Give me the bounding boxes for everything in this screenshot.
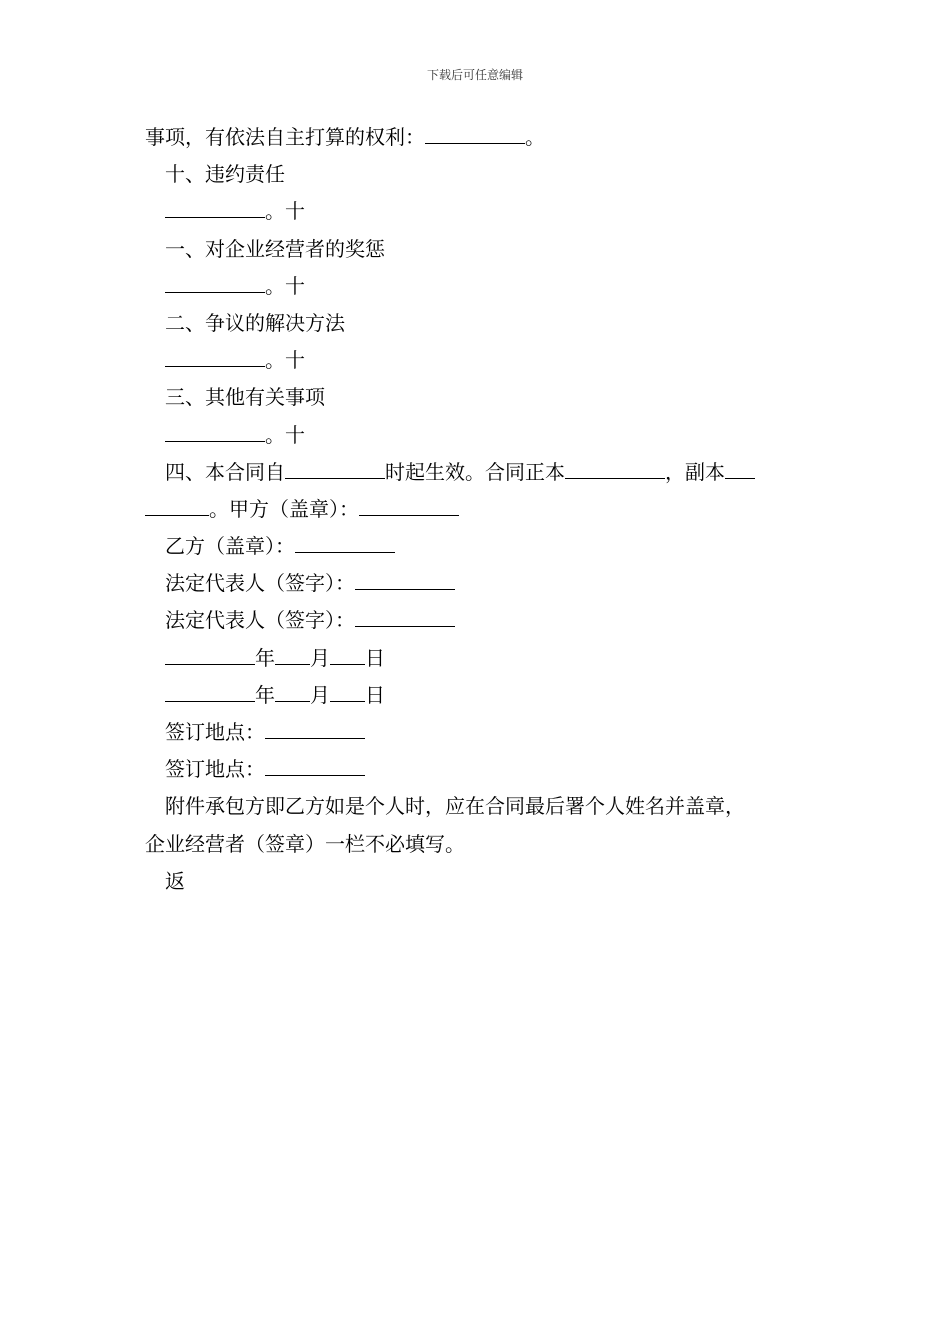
blank-field <box>165 646 255 665</box>
blank-field <box>565 460 665 479</box>
date-line: 年 月 日 <box>145 677 825 714</box>
text-line: 返 <box>165 868 185 893</box>
blank-field <box>275 683 310 702</box>
text-line: 。十 <box>145 268 825 305</box>
text-line: 。十 <box>145 342 825 379</box>
section-heading: 一、对企业经营者的奖惩 <box>165 236 385 261</box>
blank-field <box>330 646 365 665</box>
blank-field <box>725 460 755 479</box>
text-line: 。十 <box>145 193 825 230</box>
text-line: 附件承包方即乙方如是个人时，应在合同最后署个人姓名并盖章， <box>165 794 745 819</box>
blank-field <box>265 720 365 739</box>
text-line: 。十 <box>145 417 825 454</box>
text-line: 乙方（盖章）： <box>145 528 825 565</box>
blank-field <box>355 571 455 590</box>
blank-field <box>275 646 310 665</box>
section-heading: 三、其他有关事项 <box>165 385 325 410</box>
text-line: 签订地点： <box>145 751 825 788</box>
section-heading: 二、争议的解决方法 <box>165 310 345 335</box>
blank-field <box>165 423 265 442</box>
text-line: 。甲方（盖章）： <box>145 491 825 528</box>
text-line: 事项，有依法自主打算的权利： 。 <box>145 125 545 149</box>
text-line: 法定代表人（签字）： <box>145 565 825 602</box>
blank-field <box>285 460 385 479</box>
blank-field <box>359 497 459 516</box>
text-line: 四、本合同自 时起生效。合同正本 ，副本 <box>145 454 825 491</box>
blank-field <box>165 683 255 702</box>
blank-field <box>425 125 525 144</box>
text-line: 签订地点： <box>145 714 825 751</box>
blank-field <box>165 199 265 218</box>
blank-field <box>145 497 209 516</box>
document-body <box>145 119 825 900</box>
blank-field <box>265 757 365 776</box>
blank-field <box>295 534 395 553</box>
text-line: 企业经营者（签章）一栏不必填写。 <box>145 831 465 856</box>
section-heading: 十、违约责任 <box>165 162 285 187</box>
date-line: 年 月 日 <box>145 640 825 677</box>
blank-field <box>355 608 455 627</box>
text-line: 法定代表人（签字）： <box>145 602 825 639</box>
blank-field <box>165 274 265 293</box>
blank-field <box>330 683 365 702</box>
page-header: 下载后可任意编辑 <box>426 68 523 82</box>
blank-field <box>165 348 265 367</box>
